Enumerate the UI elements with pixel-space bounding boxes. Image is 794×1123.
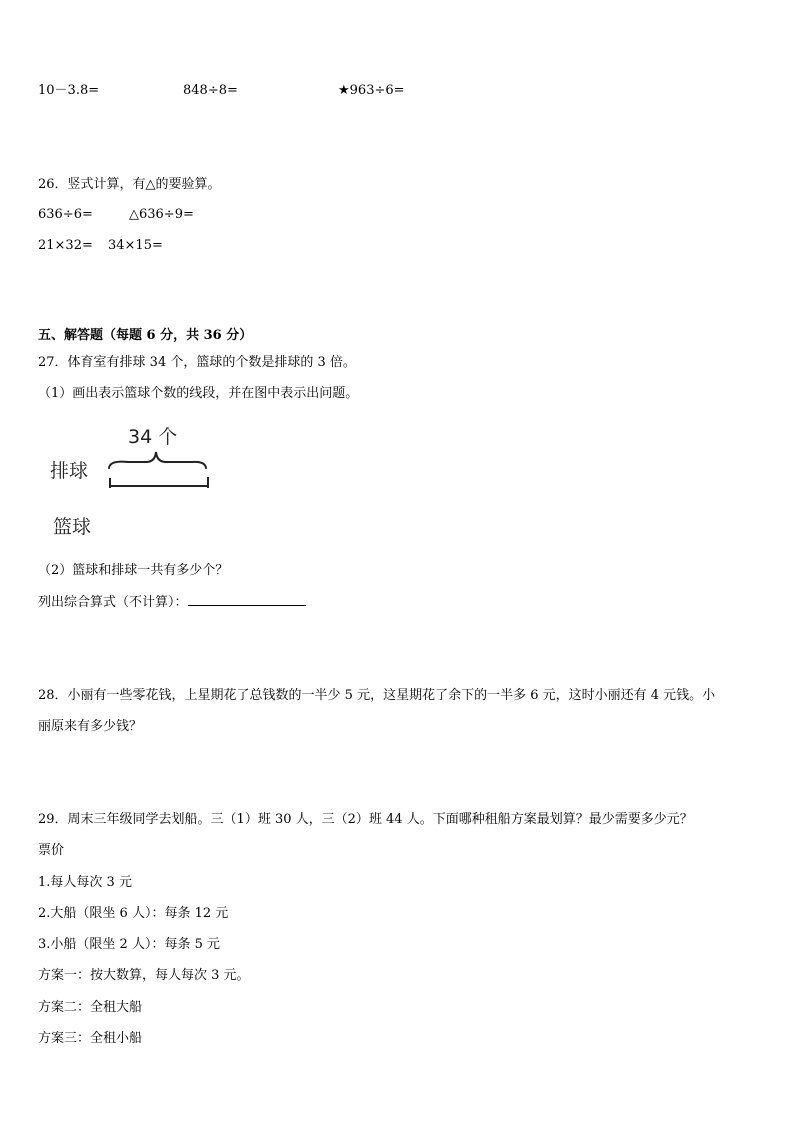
q28-line2: 丽原来有多少钱？: [38, 719, 143, 734]
q27-part2: （2）篮球和排球一共有多少个？: [38, 563, 229, 578]
q27-stem: 27．体育室有排球 34 个，篮球的个数是排球的 3 倍。: [38, 355, 356, 370]
price-title: 票价: [38, 843, 65, 858]
q27-formula: [38, 593, 306, 611]
volleyball-segment-figure: [100, 450, 220, 494]
q28-line1: 28．小丽有一些零花钱，上星期花了总钱数的一半少 5 元，这星期花了余下的一半多 6 元，这时小丽还有 4 元钱。小: [38, 688, 716, 703]
q26-title: 26．竖式计算，有△的要验算。: [38, 177, 221, 192]
q27-part1: （1）画出表示篮球个数的线段，并在图中表示出问题。: [38, 386, 359, 401]
q25-expr-1: 10－3.8=: [38, 83, 100, 98]
q29-stem: 29．周末三年级同学去划船。三（1）班 30 人，三（2）班 44 人。下面哪种租船方案最划算？最少需要多少元？: [38, 812, 693, 827]
plan-item: 方案三：全租小船: [38, 1031, 143, 1046]
q26-expr-b: △636÷9=: [129, 207, 194, 222]
q25-expr-2: 848÷8=: [183, 83, 238, 98]
price-item: 3.小船（限坐 2 人）：每条 5 元: [38, 937, 220, 952]
brace: [109, 452, 206, 468]
figure-row2-label: 篮球: [53, 516, 92, 538]
answer-blank[interactable]: [188, 593, 306, 606]
figure-count-label: 34 个: [128, 426, 178, 448]
section5-title: 五、解答题（每题 6 分，共 36 分）: [38, 328, 253, 343]
plan-item: 方案二：全租大船: [38, 1000, 143, 1015]
figure-row1-label: 排球: [50, 460, 89, 482]
q26-expr-d: 34×15=: [108, 238, 163, 253]
q26-expr-a: 636÷6=: [38, 207, 93, 222]
q26-expr-c: 21×32=: [38, 238, 93, 253]
price-item: 2.大船（限坐 6 人）：每条 12 元: [38, 906, 229, 921]
formula-label: 列出综合算式（不计算）：: [38, 595, 188, 610]
plan-item: 方案一：按大数算，每人每次 3 元。: [38, 968, 250, 983]
price-item: 1.每人每次 3 元: [38, 875, 132, 890]
q25-expr-3: ★963÷6=: [338, 83, 405, 98]
